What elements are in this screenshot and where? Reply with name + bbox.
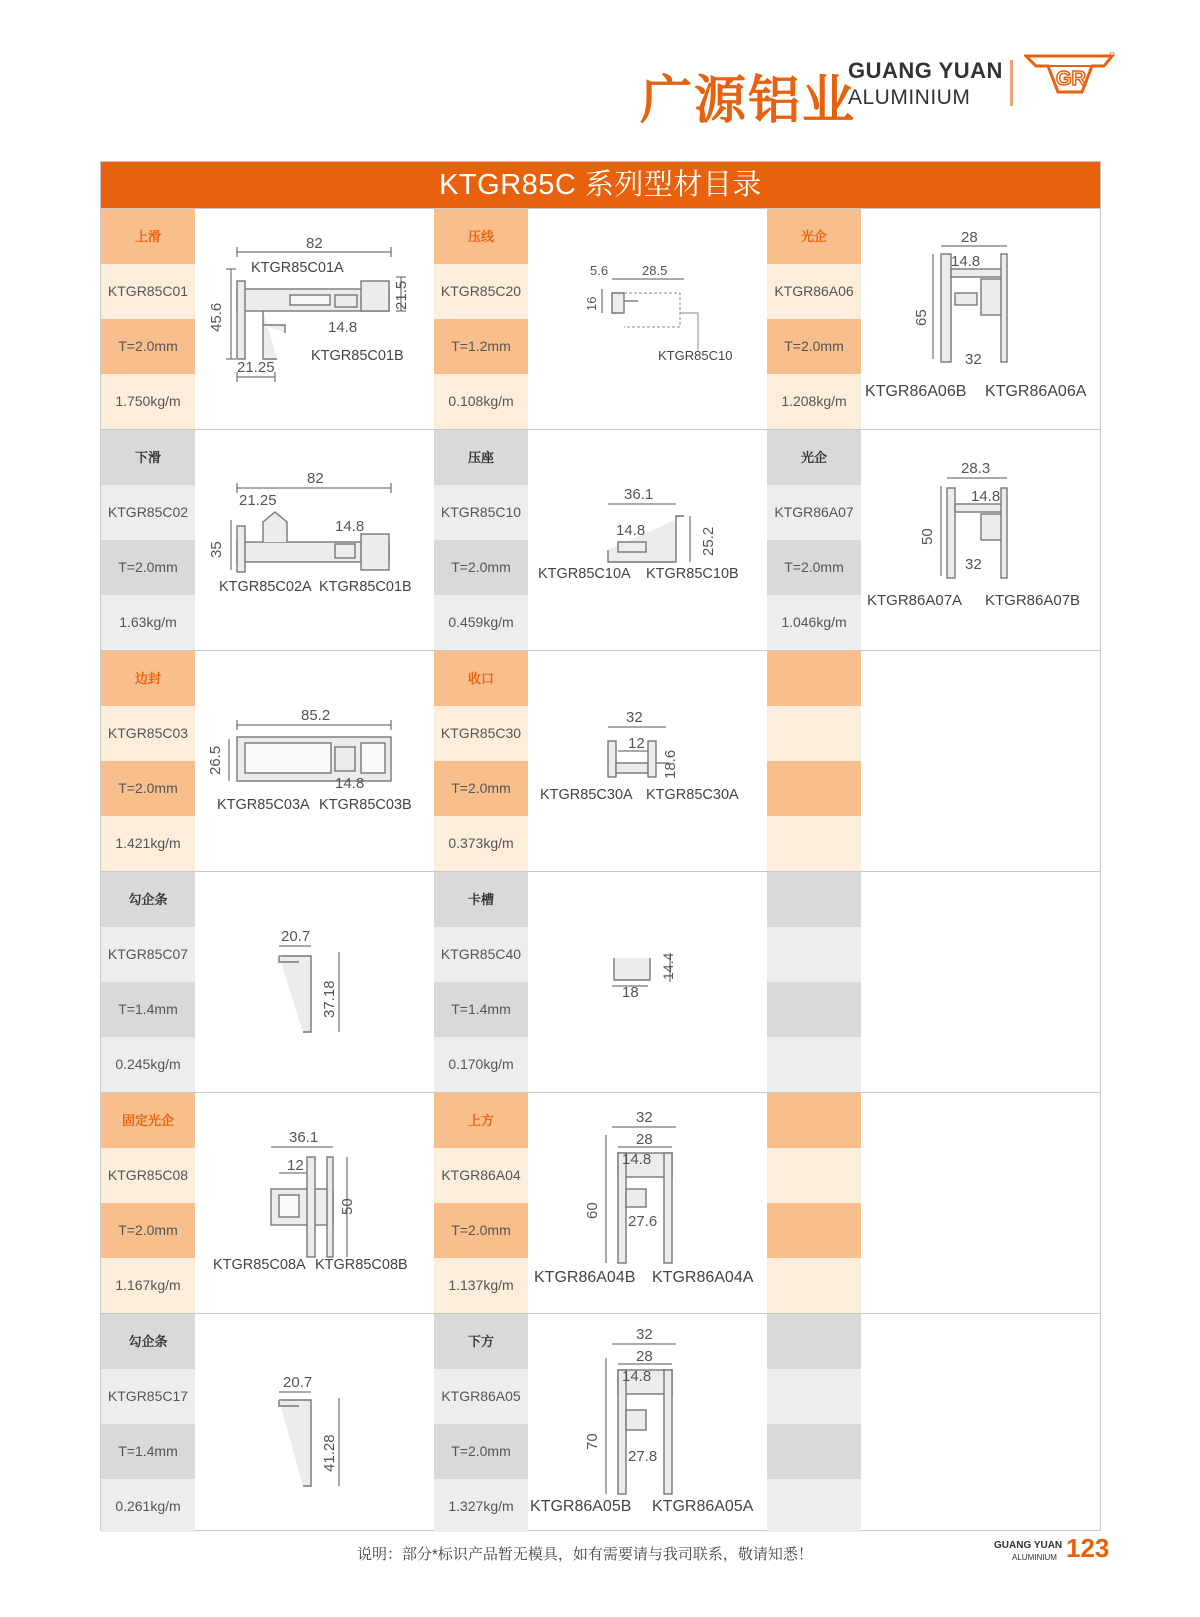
profile-cell [767, 430, 1100, 650]
profile-drawing [195, 430, 434, 650]
profile-dimension: 28 [961, 229, 978, 246]
profile-thickness [767, 1424, 861, 1479]
profile-drawing [528, 651, 767, 871]
profile-thickness: T=2.0mm [434, 540, 528, 595]
profile-code [767, 927, 861, 982]
profile-name: 卡槽 [434, 872, 528, 927]
profile-caption: KTGR86A04A [652, 1269, 754, 1286]
profile-caption: KTGR86A05A [652, 1498, 754, 1515]
profile-dimension: 18.6 [662, 749, 679, 779]
profile-caption: KTGR85C30A [540, 787, 633, 803]
profile-dimension: 32 [965, 351, 982, 368]
profile-dimension: 12 [628, 735, 645, 752]
profile-cell [101, 1093, 435, 1313]
profile-dimension: 21.25 [237, 359, 275, 376]
profile-dimension: 85.2 [301, 707, 331, 724]
profile-cell [434, 430, 768, 650]
profile-name [767, 872, 861, 927]
profile-dimension: 27.8 [628, 1448, 658, 1465]
profile-code: KTGR86A04 [434, 1148, 528, 1203]
profile-dimension: 12 [287, 1157, 304, 1174]
profile-dimension: 28.5 [642, 263, 668, 278]
profile-cross-section [528, 209, 767, 429]
profile-code: KTGR85C40 [434, 927, 528, 982]
profile-caption: KTGR85C10B [646, 566, 739, 582]
profile-cell [767, 209, 1100, 429]
profile-name [767, 651, 861, 706]
profile-dimension: 14.8 [616, 522, 646, 539]
profile-name: 压线 [434, 209, 528, 264]
profile-dimension: 26.5 [207, 745, 224, 775]
brand-logo-text: GR [1056, 68, 1086, 90]
profile-thickness: T=1.4mm [101, 982, 195, 1037]
profile-dimension: 20.7 [283, 1374, 313, 1391]
profile-weight: 1.63kg/m [101, 595, 195, 650]
profile-caption: KTGR85C10 [658, 348, 733, 363]
catalog-title: KTGR85C 系列型材目录 [101, 162, 1100, 208]
profile-code [767, 706, 861, 761]
profile-caption: KTGR86A04B [534, 1269, 636, 1286]
profile-drawing [528, 1314, 767, 1534]
profile-drawing [861, 430, 1100, 650]
profile-cell-empty [767, 651, 1100, 871]
profile-weight [767, 1258, 861, 1313]
profile-name: 上方 [434, 1093, 528, 1148]
profile-caption: KTGR85C01B [319, 579, 412, 595]
profile-name: 压座 [434, 430, 528, 485]
profile-name [767, 1093, 861, 1148]
footer-brand-line2: ALUMINIUM [1012, 1553, 1057, 1562]
profile-name: 光企 [767, 430, 861, 485]
profile-name: 勾企条 [101, 872, 195, 927]
profile-dimension: 32 [626, 709, 643, 726]
profile-caption: KTGR85C10A [538, 566, 631, 582]
profile-thickness: T=2.0mm [101, 1203, 195, 1258]
profile-drawing [195, 651, 434, 871]
profile-cell-empty [767, 872, 1100, 1092]
profile-thickness: T=2.0mm [434, 1424, 528, 1479]
profile-code: KTGR85C30 [434, 706, 528, 761]
profile-cross-section [195, 430, 434, 650]
brand-name-en-line2: ALUMINIUM [848, 86, 971, 109]
profile-code: KTGR85C17 [101, 1369, 195, 1424]
profile-caption: KTGR85C01A [251, 260, 344, 276]
profile-thickness [767, 982, 861, 1037]
profile-name: 边封 [101, 651, 195, 706]
profile-dimension: 14.8 [622, 1368, 652, 1385]
profile-drawing [195, 1093, 434, 1313]
profile-thickness: T=2.0mm [434, 1203, 528, 1258]
profile-code [767, 1369, 861, 1424]
profile-cell [434, 651, 768, 871]
profile-cross-section [195, 872, 434, 1092]
profile-caption: KTGR85C01B [311, 348, 404, 364]
profile-dimension: 20.7 [281, 928, 311, 945]
profile-code [767, 1148, 861, 1203]
catalog-row [101, 871, 1100, 1092]
page-number: 123 [1066, 1533, 1110, 1563]
profile-dimension: 14.8 [335, 775, 365, 792]
catalog-row [101, 429, 1100, 650]
profile-name [767, 1314, 861, 1369]
profile-name: 上滑 [101, 209, 195, 264]
profile-thickness [767, 761, 861, 816]
profile-code: KTGR86A05 [434, 1369, 528, 1424]
profile-dimension: 28 [636, 1348, 653, 1365]
profile-drawing [195, 209, 434, 429]
profile-dimension: 32 [636, 1326, 653, 1343]
profile-code: KTGR85C02 [101, 485, 195, 540]
profile-drawing [528, 872, 767, 1092]
profile-dimension: 65 [913, 309, 930, 326]
profile-name: 下方 [434, 1314, 528, 1369]
profile-dimension: 82 [306, 235, 323, 252]
profile-dimension: 36.1 [289, 1129, 319, 1146]
profile-cell [434, 209, 768, 429]
profile-cell [101, 209, 435, 429]
profile-name: 勾企条 [101, 1314, 195, 1369]
profile-weight: 1.327kg/m [434, 1479, 528, 1532]
profile-dimension: 70 [584, 1433, 601, 1450]
profile-weight: 0.108kg/m [434, 374, 528, 429]
profile-drawing [528, 430, 767, 650]
catalog-table [100, 161, 1101, 1531]
profile-drawing [528, 1093, 767, 1313]
profile-thickness: T=1.2mm [434, 319, 528, 374]
profile-caption: KTGR85C02A [219, 579, 312, 595]
profile-cell [101, 1314, 435, 1532]
profile-weight: 1.208kg/m [767, 374, 861, 429]
profile-dimension: 16 [584, 296, 599, 311]
profile-weight: 1.137kg/m [434, 1258, 528, 1313]
profile-drawing [528, 209, 767, 429]
catalog-row [101, 1092, 1100, 1313]
profile-dimension: 14.8 [622, 1151, 652, 1168]
profile-thickness: T=2.0mm [101, 761, 195, 816]
profile-dimension: 18 [622, 984, 639, 1001]
profile-cross-section [528, 872, 767, 1092]
profile-caption: KTGR86A06B [865, 383, 967, 400]
profile-weight: 0.459kg/m [434, 595, 528, 650]
profile-weight: 1.046kg/m [767, 595, 861, 650]
brand-logo-icon [1024, 52, 1116, 102]
profile-cell-empty [767, 1093, 1100, 1313]
profile-thickness: T=2.0mm [101, 319, 195, 374]
profile-caption: KTGR85C30A [646, 787, 739, 803]
brand-separator [1010, 60, 1013, 106]
profile-name: 固定光企 [101, 1093, 195, 1148]
footer-note: 说明：部分*标识产品暂无模具，如有需要请与我司联系，敬请知悉！ [357, 1546, 813, 1563]
profile-name: 下滑 [101, 430, 195, 485]
brand-name-en-line1: GUANG YUAN [848, 58, 1003, 83]
profile-code: KTGR85C03 [101, 706, 195, 761]
profile-dimension: 14.8 [328, 319, 358, 336]
profile-dimension: 32 [636, 1109, 653, 1126]
profile-dimension: 14.8 [951, 253, 981, 270]
catalog-row [101, 650, 1100, 871]
profile-dimension: 14.8 [335, 518, 365, 535]
profile-thickness: T=1.4mm [434, 982, 528, 1037]
profile-thickness: T=2.0mm [434, 761, 528, 816]
profile-drawing [195, 1314, 434, 1534]
profile-caption: KTGR86A07B [985, 592, 1081, 609]
profile-cell [434, 1314, 768, 1532]
profile-thickness: T=2.0mm [101, 540, 195, 595]
profile-cross-section [528, 430, 767, 650]
profile-thickness: T=2.0mm [767, 319, 861, 374]
profile-dimension: 21.5 [393, 280, 410, 310]
profile-dimension: 37.18 [321, 980, 338, 1018]
profile-thickness: T=2.0mm [767, 540, 861, 595]
footer-brand-line1: GUANG YUAN [994, 1540, 1063, 1551]
profile-dimension: 21.25 [239, 492, 277, 509]
profile-code: KTGR85C10 [434, 485, 528, 540]
profile-dimension: 5.6 [590, 263, 609, 278]
profile-dimension: 28.3 [961, 460, 991, 477]
profile-code: KTGR85C07 [101, 927, 195, 982]
profile-weight [767, 816, 861, 871]
profile-dimension: 32 [965, 556, 982, 573]
profile-caption: KTGR86A06A [985, 383, 1087, 400]
profile-code: KTGR85C08 [101, 1148, 195, 1203]
profile-dimension: 25.2 [700, 526, 717, 556]
profile-dimension: 50 [919, 528, 936, 545]
profile-weight: 0.245kg/m [101, 1037, 195, 1092]
profile-code: KTGR86A06 [767, 264, 861, 319]
profile-weight [767, 1479, 861, 1532]
profile-drawing [195, 872, 434, 1092]
profile-weight: 1.750kg/m [101, 374, 195, 429]
profile-name: 收口 [434, 651, 528, 706]
profile-cell [101, 651, 435, 871]
brand-header [640, 52, 1120, 131]
profile-drawing [861, 209, 1100, 429]
profile-dimension: 14.4 [660, 952, 676, 980]
profile-weight [767, 1037, 861, 1092]
profile-dimension: 28 [636, 1131, 653, 1148]
profile-code: KTGR86A07 [767, 485, 861, 540]
profile-weight: 0.170kg/m [434, 1037, 528, 1092]
catalog-row [101, 208, 1100, 429]
profile-weight: 1.167kg/m [101, 1258, 195, 1313]
profile-caption: KTGR85C08A [213, 1257, 306, 1273]
profile-thickness [767, 1203, 861, 1258]
profile-dimension: 60 [584, 1202, 601, 1219]
profile-cell [101, 872, 435, 1092]
profile-dimension: 14.8 [971, 488, 1001, 505]
profile-weight: 0.261kg/m [101, 1479, 195, 1532]
profile-cell [101, 430, 435, 650]
profile-dimension: 41.28 [321, 1434, 338, 1472]
brand-name-cn: 广源铝业 [640, 71, 857, 131]
profile-dimension: 35 [208, 541, 225, 558]
profile-cross-section [195, 1314, 434, 1534]
profile-weight: 0.373kg/m [434, 816, 528, 871]
profile-dimension: 50 [339, 1198, 356, 1215]
profile-caption: KTGR86A07A [867, 592, 963, 609]
profile-cell [434, 872, 768, 1092]
profile-dimension: 36.1 [624, 486, 654, 503]
profile-dimension: 82 [307, 470, 324, 487]
profile-caption: KTGR85C03B [319, 797, 412, 813]
profile-cell [434, 1093, 768, 1313]
profile-cell-empty [767, 1314, 1100, 1532]
profile-dimension: 45.6 [208, 302, 225, 332]
profile-dimension: 27.6 [628, 1213, 658, 1230]
profile-caption: KTGR85C08B [315, 1257, 408, 1273]
profile-thickness: T=1.4mm [101, 1424, 195, 1479]
profile-code: KTGR85C01 [101, 264, 195, 319]
profile-cross-section [195, 651, 434, 871]
catalog-row [101, 1313, 1100, 1531]
profile-cross-section [195, 1093, 434, 1313]
profile-cross-section [528, 651, 767, 871]
profile-code: KTGR85C20 [434, 264, 528, 319]
profile-name: 光企 [767, 209, 861, 264]
profile-caption: KTGR85C03A [217, 797, 310, 813]
profile-caption: KTGR86A05B [530, 1498, 632, 1515]
profile-weight: 1.421kg/m [101, 816, 195, 871]
